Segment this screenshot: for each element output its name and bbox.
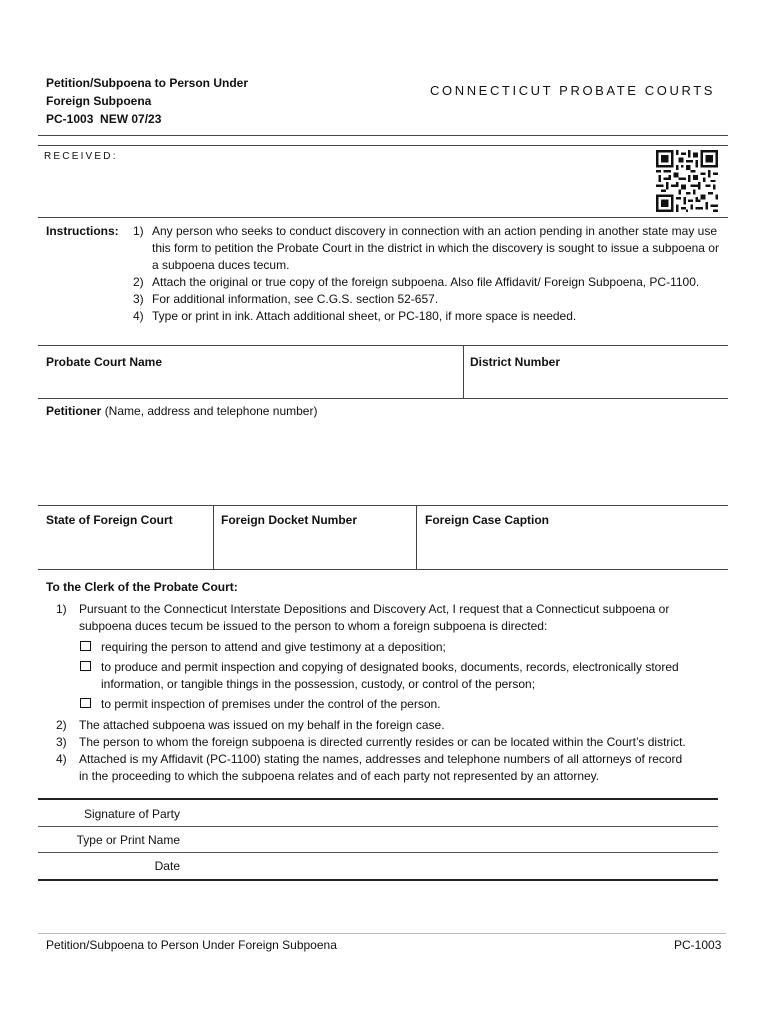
instruction-item: 1) Any person who seeks to conduct discovery in connection with an action pending in another state may use this form to petition the Probate Court in the district in which the discovery is sought to issue a subpoena or a subpoena duces tecum.: [133, 224, 719, 272]
request-item-text: [79, 751, 682, 785]
court-name: CONNECTICUT PROBATE COURTS: [430, 83, 716, 98]
produce-documents-option-label: [101, 659, 679, 693]
field-divider: [38, 398, 728, 399]
request-item-number: 2): [56, 718, 67, 732]
request-item-text: [79, 601, 729, 635]
foreign-case-caption-field[interactable]: [420, 530, 726, 568]
signature-label: Signature of Party: [83, 807, 180, 821]
form-title-block: [46, 74, 248, 128]
petitioner-hint: (Name, address and telephone number): [104, 404, 318, 418]
probate-court-name-label: Probate Court Name: [46, 355, 163, 369]
request-item-line: subpoena duces tecum be issued to the person to whom a foreign subpoena is directed:: [79, 619, 548, 633]
signature-top-rule: [38, 798, 718, 800]
district-number-label: District Number: [470, 355, 561, 369]
form-number: PC-1003 NEW 07/23: [46, 112, 162, 126]
received-divider: [38, 217, 728, 218]
instruction-item: 2) Attach the original or true copy of the foreign subpoena. Also file Affidavit/ Foreign Subpoena, PC-1100.: [133, 275, 700, 289]
field-divider-vertical: [463, 345, 464, 398]
request-item-text: The attached subpoena was issued on my behalf in the foreign case.: [79, 718, 445, 732]
foreign-case-caption-label: Foreign Case Caption: [425, 513, 550, 527]
petitioner-label-row: [46, 404, 317, 418]
field-divider-vertical: [416, 505, 417, 569]
print-name-label: Type or Print Name: [76, 833, 180, 847]
header-divider: [38, 135, 728, 136]
signature-bottom-rule: [38, 879, 718, 881]
probate-court-name-field[interactable]: [40, 372, 460, 396]
inspect-premises-checkbox[interactable]: [80, 698, 91, 708]
footer-form-title: Petition/Subpoena to Person Under Foreign Subpoena: [46, 938, 337, 952]
field-divider: [38, 345, 728, 346]
request-item-number: 3): [56, 735, 67, 749]
qr-code-icon: [656, 150, 718, 212]
form-title-line2: Foreign Subpoena: [46, 94, 152, 108]
request-item-text: The person to whom the foreign subpoena is directed currently resides or can be located within the Court’s district.: [79, 735, 686, 749]
option-line: information, or tangible things in the possession, custody, or control of the person;: [101, 677, 536, 691]
request-item-number: 1): [56, 602, 67, 616]
request-item-number: 4): [56, 752, 67, 766]
foreign-docket-number-field[interactable]: [217, 530, 413, 568]
field-divider-vertical: [213, 505, 214, 569]
produce-documents-checkbox[interactable]: [80, 661, 91, 671]
petitioner-field[interactable]: [40, 422, 726, 502]
received-label: RECEIVED:: [44, 151, 118, 162]
date-field[interactable]: [186, 857, 716, 877]
clerk-title: To the Clerk of the Probate Court:: [46, 580, 238, 594]
instructions-list: [133, 223, 728, 325]
field-divider: [38, 505, 728, 506]
signature-divider: [38, 852, 718, 853]
signature-field[interactable]: [186, 805, 716, 825]
instruction-item: 4) Type or print in ink. Attach additional sheet, or PC-180, if more space is needed.: [133, 309, 577, 323]
print-name-field[interactable]: [186, 831, 716, 851]
deposition-checkbox[interactable]: [80, 641, 91, 651]
footer-form-number: PC-1003: [674, 938, 722, 952]
signature-divider: [38, 826, 718, 827]
state-of-foreign-court-field[interactable]: [40, 530, 210, 568]
date-label: Date: [154, 859, 180, 873]
foreign-docket-number-label: Foreign Docket Number: [221, 513, 358, 527]
request-item-line: Attached is my Affidavit (PC-1100) stating the names, addresses and telephone numbers of all attorneys of record: [79, 752, 683, 766]
inspect-premises-option-label: to permit inspection of premises under the control of the person.: [101, 697, 441, 711]
request-item-line: Pursuant to the Connecticut Interstate Depositions and Discovery Act, I request that a Connecticut subpoena or: [79, 602, 670, 616]
footer-rule: [38, 933, 726, 934]
state-of-foreign-court-label: State of Foreign Court: [46, 513, 173, 527]
form-title-line1: Petition/Subpoena to Person Under: [46, 76, 249, 90]
instruction-item: 3) For additional information, see C.G.S. section 52-657.: [133, 292, 439, 306]
request-item-line: in the proceeding to which the subpoena relates and of each party not represented by an attorney.: [79, 769, 600, 783]
district-number-field[interactable]: [468, 372, 726, 396]
deposition-option-label: requiring the person to attend and give testimony at a deposition;: [101, 640, 446, 654]
petitioner-label: Petitioner: [46, 404, 102, 418]
instructions-label: Instructions:: [46, 224, 119, 238]
field-divider: [38, 569, 728, 570]
option-line: to produce and permit inspection and copying of designated books, documents, records, electronically stored: [101, 660, 679, 674]
header-divider-2: [38, 145, 728, 146]
